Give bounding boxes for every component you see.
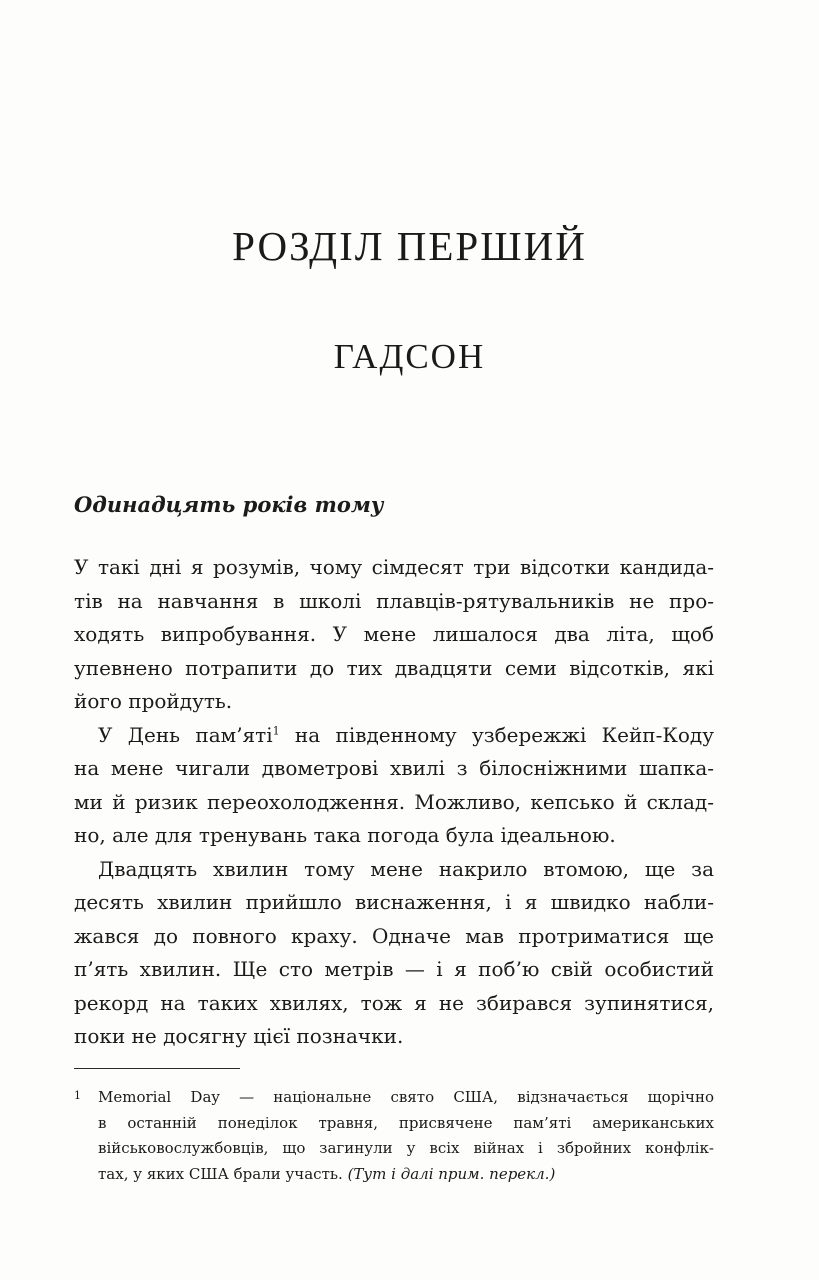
footnote-line: військовослужбовців, що загинули у всіх війнах і збройних конфлік- [98,1139,714,1157]
chapter-character-name: ГАДСОН [333,337,486,376]
paragraph-3 [74,853,714,1054]
text-line: рекорд на таких хвилях, тож я не збирався зупинятися, [74,990,714,1015]
paragraph-2 [74,719,714,853]
text-line: десять хвилин прийшло виснаження, і я швидко набли- [74,890,714,914]
chapter-body [74,551,714,1054]
text-line: його пройдуть. [74,689,233,713]
text-fragment: У День пам’яті [98,722,273,747]
footnote [74,1085,714,1187]
text-line: упевнено потрапити до тих двадцяти семи відсотків, які [74,655,714,680]
timeframe-heading: Одинадцять років тому [74,492,384,517]
chapter-title: РОЗДІЛ ПЕРШИЙ [232,223,587,269]
translator-note: (Тут і далі прим. перекл.) [347,1164,556,1183]
footnote-line: в останній понеділок травня, присвячене пам’яті американських [98,1113,714,1132]
text-line: но, але для тренувань така погода була ідеальною. [74,823,616,847]
text-line: п’ять хвилин. Ще сто метрів — і я поб’ю свій особистий [74,957,714,981]
footnote-reference[interactable]: 1 [272,723,280,737]
text-fragment: на південному узбережжі Кейп-Коду [279,722,714,747]
footnote-line: Memorial Day — національне свято США, відзначається щорічно [98,1088,714,1106]
text-line: жався до повного краху. Одначе мав протриматися ще [74,923,714,948]
text-line: поки не досягну цієї позначки. [74,1024,404,1048]
text-line: У такі дні я розумів, чому сімдесят три відсотки кандида- [74,555,714,579]
footnote-fragment: тах, у яких США брали участь. [98,1164,348,1183]
text-line [74,719,714,753]
footnote-text [98,1085,714,1187]
text-line: Двадцять хвилин тому мене накрило втомою, ще за [98,856,714,881]
paragraph-1 [74,551,714,719]
text-line: на мене чигали двометрові хвилі з білосніжними шапка- [74,756,714,780]
footnote-marker: 1 [74,1089,81,1102]
text-line: тів на навчання в школі плавців-рятувальників не про- [74,588,714,613]
footnote-line [98,1162,714,1188]
text-line: ми й ризик переохолодження. Можливо, кепсько й склад- [74,789,714,814]
footnote-divider [74,1068,240,1069]
text-line: ходять випробування. У мене лишалося два літа, щоб [74,622,714,646]
